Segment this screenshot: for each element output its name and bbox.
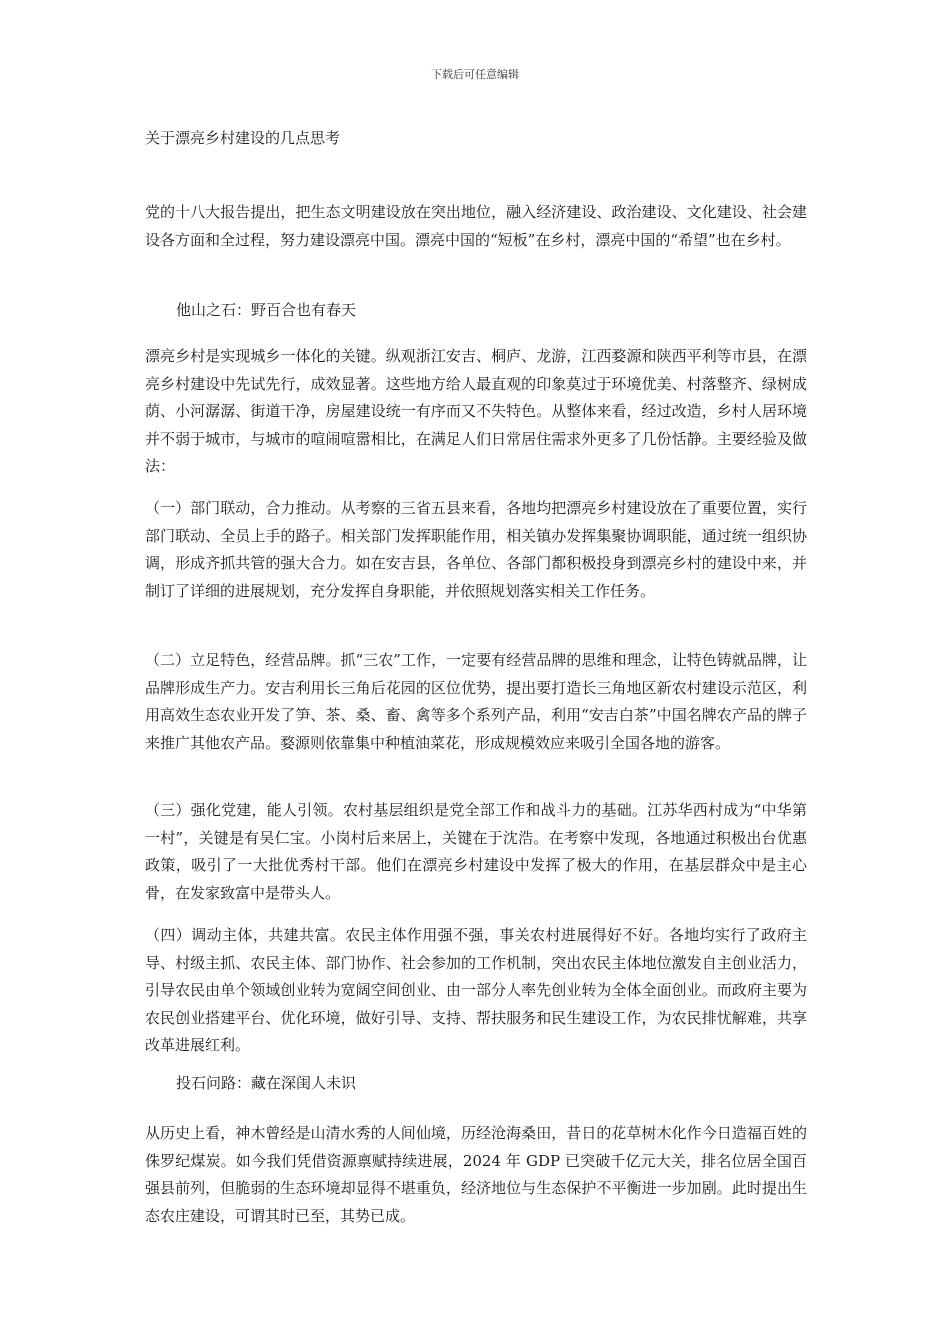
section1-paragraph-5: （四）调动主体，共建共富。农民主体作用强不强，事关农村进展得好不好。各地均实行了政府主导、村级主抓、农民主体、部门协作、社会参加的工作机制，突出农民主体地位激发自主创业活力，引导农民由单个领域创业转为宽阔空间创业、由一部分人率先创业转为全体全面创业。而政府主要为农民创业搭建平台、优化环境，做好引导、支持、帮扶服务和民生建设工作，为农民排忧解难，共享改革进展红利。 — [145, 926, 807, 1054]
section-heading-2: 投石问路：藏在深闺人未识 — [176, 1074, 357, 1092]
section2-paragraph-1: 从历史上看，神木曾经是山清水秀的人间仙境，历经沧海桑田，昔日的花草树木化作今日造福百姓的侏罗纪煤炭。如今我们凭借资源禀赋持续进展，2024 年 GDP 已突破千亿元大关，排名位居全国百强县前列，但脆弱的生态环境却显得不堪重负，经济地位与生态保护不平衡进一步加剧。此时提出生态农庄建设，可谓其时已至，其势已成。 — [145, 1124, 807, 1225]
page-header-note: 下载后可任意编辑 — [431, 68, 519, 81]
section1-paragraph-3: （二）立足特色，经营品牌。抓“三农”工作，一定要有经营品牌的思维和理念，让特色铸就品牌，让品牌形成生产力。安吉利用长三角后花园的区位优势，提出要打造长三角地区新农村建设示范区，利用高效生态农业开发了笋、茶、桑、畜、禽等多个系列产品，利用“安吉白茶”中国名牌农产品的牌子来推广其他农产品。婺源则依靠集中种植油菜花，形成规模效应来吸引全国各地的游客。 — [145, 651, 807, 752]
section-heading-1: 他山之石：野百合也有春天 — [176, 301, 357, 319]
intro-paragraph: 党的十八大报告提出，把生态文明建设放在突出地位，融入经济建设、政治建设、文化建设、社会建设各方面和全过程，努力建设漂亮中国。漂亮中国的“短板”在乡村，漂亮中国的“希望”也在乡村。 — [145, 203, 807, 249]
section1-paragraph-1: 漂亮乡村是实现城乡一体化的关键。纵观浙江安吉、桐庐、龙游，江西婺源和陕西平利等市县，在漂亮乡村建设中先试先行，成效显著。这些地方给人最直观的印象莫过于环境优美、村落整齐、绿树成荫、小河潺潺、街道干净，房屋建设统一有序而又不失特色。从整体来看，经过改造，乡村人居环境并不弱于城市，与城市的喧闹喧嚣相比，在满足人们日常居住需求外更多了几份恬静。主要经验及做法： — [145, 347, 807, 475]
document-title: 关于漂亮乡村建设的几点思考 — [145, 129, 341, 147]
section1-paragraph-4: （三）强化党建，能人引领。农村基层组织是党全部工作和战斗力的基础。江苏华西村成为“中华第一村”，关键是有吴仁宝。小岗村后来居上，关键在于沈浩。在考察中发现，各地通过积极出台优惠政策，吸引了一大批优秀村干部。他们在漂亮乡村建设中发挥了极大的作用，在基层群众中是主心骨，在发家致富中是带头人。 — [145, 801, 807, 902]
section1-paragraph-2: （一）部门联动，合力推动。从考察的三省五县来看，各地均把漂亮乡村建设放在了重要位置，实行部门联动、全员上手的路子。相关部门发挥职能作用，相关镇办发挥集聚协调职能，通过统一组织协调，形成齐抓共管的强大合力。如在安吉县，各单位、各部门都积极投身到漂亮乡村的建设中来，并制订了详细的进展规划，充分发挥自身职能，并依照规划落实相关工作任务。 — [145, 499, 807, 600]
